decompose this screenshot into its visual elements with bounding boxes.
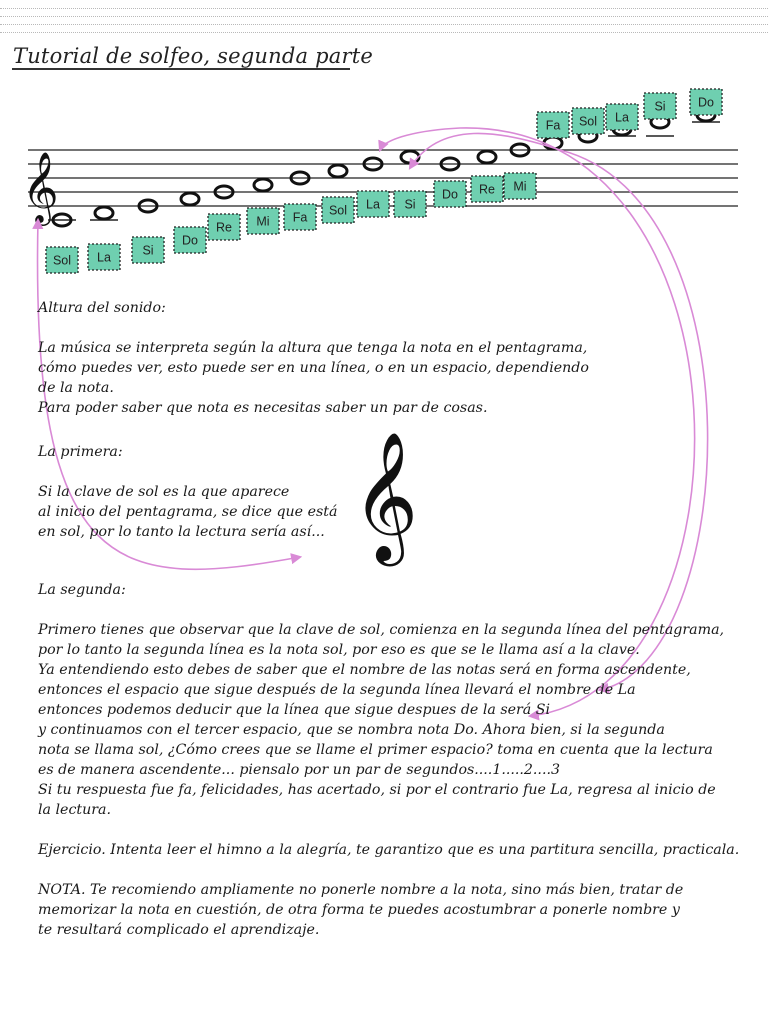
note-head (401, 151, 419, 163)
note-label: Sol (52, 253, 72, 268)
text-line: Primero tienes que observar que la clave de sol, comienza en la segunda línea del pentagrama, (38, 622, 725, 638)
notebook-line (0, 32, 768, 33)
text-line: por lo tanto la segunda línea es la nota sol, por eso es que se le llama así a la clave. (38, 642, 640, 658)
note-label: Fa (545, 118, 561, 133)
note-label: Mi (256, 214, 270, 229)
text-line: nota se llama sol, ¿Cómo crees que se llame el primer espacio? toma en cuenta que la lectura (38, 742, 713, 758)
text-line: y continuamos con el tercer espacio, que se nombra nota Do. Ahora bien, si la segunda (38, 722, 665, 738)
text-line: Si tu respuesta fue fa, felicidades, has acertado, si por el contrario fue La, regresa al inicio de (38, 782, 716, 798)
text-line: entonces el espacio que sigue después de la segunda línea llevará el nombre de La (38, 682, 636, 698)
text-line: Si la clave de sol es la que aparece (38, 484, 290, 500)
note-head (329, 165, 347, 177)
notebook-line (0, 8, 768, 9)
note-label: Do (698, 95, 714, 110)
note-label: La (615, 110, 629, 125)
note-label: Do (442, 187, 458, 202)
note-head (254, 179, 272, 191)
note-label: La (97, 250, 111, 265)
text-line: Ya entendiendo esto debes de saber que el nombre de las notas será en forma ascendente, (38, 662, 691, 678)
section-altura (38, 298, 738, 418)
text-line: Para poder saber que nota es necesitas saber un par de cosas. (38, 400, 488, 416)
note-label: Do (182, 233, 198, 248)
big-treble-clef-icon: 𝄞 (352, 431, 419, 561)
exercise-text: Ejercicio. Intenta leer el himno a la alegría, te garantizo que es una partitura sencilla, practicala. (38, 842, 740, 858)
note-text: te resultará complicado el aprendizaje. (38, 922, 320, 938)
page-title: Tutorial de solfeo, segunda parte (13, 44, 373, 68)
notebook-line (0, 24, 768, 25)
note-label: Mi (513, 179, 527, 194)
text-line: cómo puedes ver, esto puede ser en una línea, o en un espacio, dependiendo (38, 360, 589, 376)
text-line: en sol, por lo tanto la lectura sería así... (38, 524, 325, 540)
section-segunda (38, 580, 738, 940)
note-label: Si (654, 99, 666, 114)
text-line: entonces podemos deducir que la línea que sigue despues de la será Si (38, 702, 551, 718)
title-underline (12, 68, 350, 70)
note-head (478, 151, 496, 163)
section-heading: La primera: (38, 444, 123, 460)
note-label: Si (404, 197, 416, 212)
note-label: Sol (328, 203, 348, 218)
note-label: Fa (292, 210, 308, 225)
note-text: memorizar la nota en cuestión, de otra forma te puedes acostumbrar a ponerle nombre y (38, 902, 680, 918)
treble-clef-icon: 𝄞 (22, 150, 59, 223)
text-line: de la nota. (38, 380, 114, 396)
music-staff (0, 80, 768, 280)
note-label: Re (479, 182, 495, 197)
note-head (95, 207, 113, 219)
text-line: La música se interpreta según la altura que tenga la nota en el pentagrama, (38, 340, 588, 356)
note-head (544, 137, 562, 149)
note-label: Si (142, 243, 154, 258)
note-head (181, 193, 199, 205)
text-line: la lectura. (38, 802, 111, 818)
section-heading: Altura del sonido: (38, 300, 166, 316)
note-label: Sol (578, 114, 598, 129)
section-heading: La segunda: (38, 582, 126, 598)
text-line: al inicio del pentagrama, se dice que está (38, 504, 338, 520)
note-text: NOTA. Te recomiendo ampliamente no ponerle nombre a la nota, sino más bien, tratar de (38, 882, 684, 898)
note-label: Re (216, 220, 232, 235)
notebook-line (0, 16, 768, 17)
note-label: La (366, 197, 380, 212)
text-line: es de manera ascendente... piensalo por un par de segundos....1.....2....3 (38, 762, 560, 778)
notes-group (46, 89, 722, 273)
